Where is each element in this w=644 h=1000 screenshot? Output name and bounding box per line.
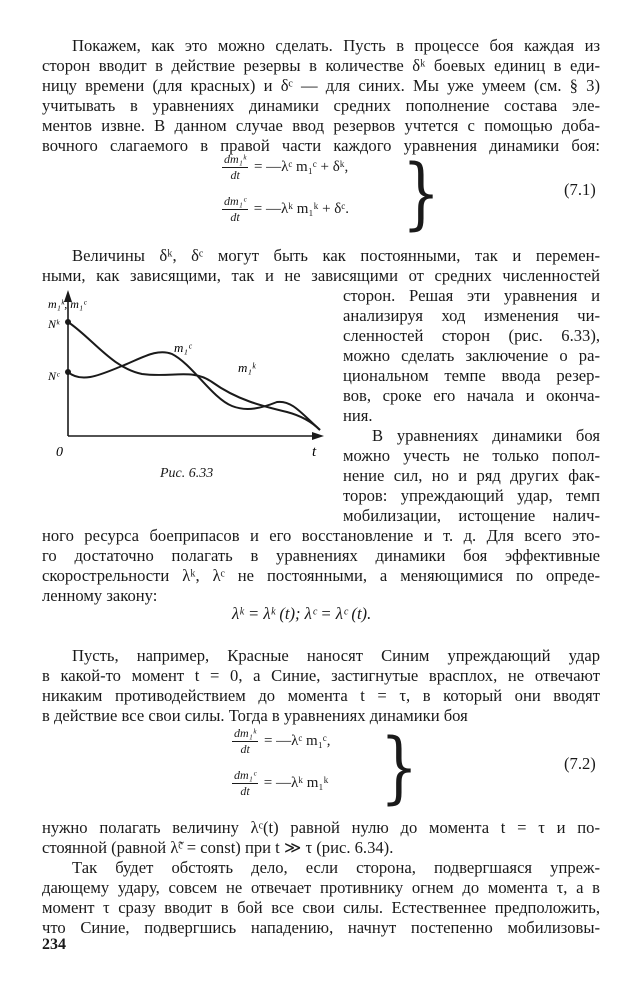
brace: }	[402, 148, 441, 240]
equation-number: (7.1)	[564, 180, 596, 199]
text-line: стоянной (равной λ̃ᶜ = const) при t ≫ τ (рис. 6.34).	[42, 838, 394, 857]
text-line: в какой-то момент t = 0, а Синие, застигнутые врасплох, не отвечают	[42, 666, 600, 685]
text-line: ными, как зависящими, так и не зависящими от средних численностей	[42, 266, 600, 285]
y-axis-label: m₁ᵏ, m₁ᶜ	[48, 297, 87, 311]
nk-point	[65, 319, 71, 325]
text-line: можно учесть не только попол-	[343, 446, 600, 465]
eq-numerator: dm₁ᵏ	[224, 152, 247, 166]
eq-rhs: = —λᶜ m₁ᶜ + δᵏ,	[253, 158, 349, 175]
text-line: ного ресурса боеприпасов и его восстановление и т. д. Для всего это-	[42, 526, 600, 545]
curve-m1k	[68, 322, 320, 430]
nc-label: Nᶜ	[48, 369, 60, 383]
eq-rhs: = —λᵏ m₁ᵏ	[263, 774, 329, 791]
x-axis-arrow-icon	[312, 432, 324, 440]
nk-label: Nᵏ	[48, 317, 60, 331]
figure-caption: Рис. 6.33	[160, 466, 214, 481]
text-line: ленному закону:	[42, 586, 158, 605]
text-line: в действие все свои силы. Тогда в уравнениях динамики боя	[42, 706, 468, 725]
equation-number: (7.2)	[564, 754, 596, 773]
brace: }	[380, 722, 419, 814]
text-line: можно сделать заключение о ра-	[343, 346, 600, 365]
text-line: нужно полагать величину λᶜ(t) равной нулю до момента t = τ и по-	[42, 818, 600, 837]
eq-numerator: dm₁ᶜ	[234, 768, 256, 782]
text-line: сторон. Решая эти уравнения и	[343, 286, 600, 305]
origin-label: 0	[56, 445, 63, 460]
text-line: Так будет обстоять дело, если сторона, подвергшаяся упреж-	[72, 858, 600, 877]
text-line: что Синие, подвергшись нападению, начнут постепенно мобилизовы-	[42, 918, 600, 937]
text-line: момент τ сразу вводит в бой все свои силы. Естественнее предположить,	[42, 898, 600, 917]
text-line: никаким противодействием до момента t = τ, в который они вводят	[42, 686, 600, 705]
page-number: 234	[42, 936, 66, 953]
text-line: циональном темпе ввода резер-	[343, 366, 600, 385]
text-line: го достаточно полагать в уравнениях динамики боя эффективные	[42, 546, 600, 565]
text-line: ницу времени (для красных) и δᶜ — для синих. Мы уже умеем (см. § 3)	[42, 76, 600, 95]
text-line: ментов извне. В данном случае ввод резервов учтется с помощью доба-	[42, 116, 600, 135]
equation-7-2	[232, 726, 402, 808]
text-line: анализируя ход изменения чи-	[343, 306, 600, 325]
eq-denominator: dt	[240, 784, 250, 798]
eq-numerator: dm₁ᵏ	[234, 726, 257, 740]
text-line: мобилизации, истощение налич-	[343, 506, 600, 525]
eq-denominator: dt	[230, 168, 240, 182]
eq-numerator: dm₁ᶜ	[224, 194, 246, 208]
text-line: скорострельности λᵏ, λᶜ не постоянными, а меняющимися по опреде-	[42, 566, 600, 585]
curve-m1c	[68, 352, 320, 430]
eq-denominator: dt	[230, 210, 240, 224]
text-line: ния.	[343, 406, 373, 425]
nc-point	[65, 369, 71, 375]
lambda-equation: λᵏ = λᵏ (t); λᶜ = λᶜ (t).	[232, 604, 372, 623]
text-line: Пусть, например, Красные наносят Синим упреждающий удар	[72, 646, 600, 665]
eq-rhs: = —λᵏ m₁ᵏ + δᶜ.	[253, 200, 349, 217]
text-line: сторон вводит в действие резервы в количестве δᵏ боевых единиц в еди-	[42, 56, 600, 75]
curve-c-label: m₁ᶜ	[174, 340, 192, 355]
equation-7-1	[222, 152, 422, 234]
figure-6-33	[42, 288, 332, 466]
text-line: Величины δᵏ, δᶜ могут быть как постоянными, так и перемен-	[72, 246, 600, 265]
text-line: вов, сроке его начала и оконча-	[343, 386, 600, 405]
x-axis-label: t	[312, 444, 317, 460]
text-line: дающему удару, совсем не отвечает противнику огнем до момента τ, а в	[42, 878, 600, 897]
text-line: Покажем, как это можно сделать. Пусть в процессе боя каждая из	[72, 36, 600, 55]
text-line: учитывать в уравнениях динамики средних пополнение состава эле-	[42, 96, 600, 115]
text-line: вочного слагаемого в правой части каждого уравнения динамики боя:	[42, 136, 600, 155]
text-line: нение сил, но и ряд других фак-	[343, 466, 600, 485]
text-line: сленностей сторон (рис. 6.33),	[343, 326, 600, 345]
text-line: торов: упреждающий удар, темп	[343, 486, 600, 505]
text-line: В уравнениях динамики боя	[372, 426, 600, 445]
curve-k-label: m₁ᵏ	[238, 360, 256, 375]
eq-denominator: dt	[240, 742, 250, 756]
eq-rhs: = —λᶜ m₁ᶜ,	[263, 732, 331, 749]
